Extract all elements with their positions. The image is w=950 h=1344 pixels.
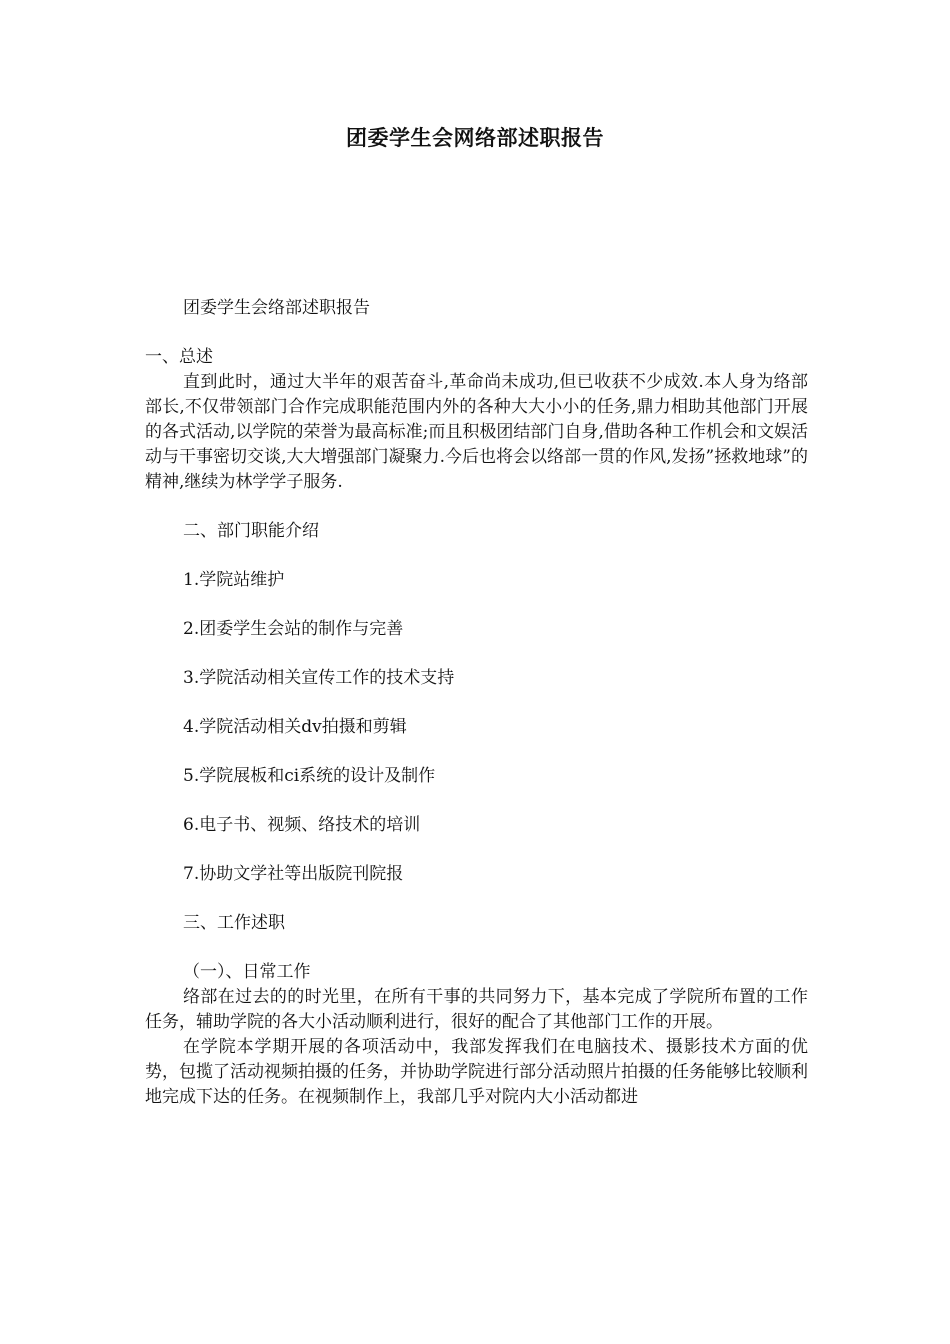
section-heading-overview: 一、总述: [145, 347, 213, 367]
function-item: 4.学院活动相关dv拍摄和剪辑: [183, 717, 407, 737]
section-heading-functions: 二、部门职能介绍: [183, 521, 319, 541]
daily-work-paragraph: 络部在过去的的时光里，在所有干事的共同努力下，基本完成了学院所布置的工作任务，辅助学院的各大小活动顺利进行，很好的配合了其他部门工作的开展。: [145, 987, 808, 1032]
function-item: 5.学院展板和ci系统的设计及制作: [183, 766, 436, 786]
function-item: 2.团委学生会站的制作与完善: [183, 619, 404, 639]
overview-paragraph: 直到此时，通过大半年的艰苦奋斗,革命尚未成功,但已收获不少成效.本人身为络部部长,不仅带领部门合作完成职能范围内外的各种大大小小的任务,鼎力相助其他部门开展的各式活动,以学院的荣誉为最高标准;而且积极团结部门自身,借助各种工作机会和文娱活动与干事密切交谈,大大增强部门凝聚力.今后也将会以络部一贯的作风,发扬”拯救地球”的精神,继续为林学学子服务.: [145, 372, 808, 492]
report-subtitle: 团委学生会络部述职报告: [183, 298, 370, 318]
function-item: 7.协助文学社等出版院刊院报: [183, 864, 404, 884]
section-heading-work-report: 三、工作述职: [183, 913, 285, 933]
function-item: 1.学院站维护: [183, 570, 285, 590]
subsection-heading-daily-work: （一）、日常工作: [183, 962, 311, 982]
document-title: 团委学生会网络部述职报告: [346, 125, 604, 150]
activities-paragraph: 在学院本学期开展的各项活动中，我部发挥我们在电脑技术、摄影技术方面的优势，包揽了活动视频拍摄的任务，并协助学院进行部分活动照片拍摄的任务能够比较顺利地完成下达的任务。在视频制作上，我部几乎对院内大小活动都进: [145, 1037, 808, 1107]
function-item: 3.学院活动相关宣传工作的技术支持: [183, 668, 455, 688]
document-body: [145, 296, 808, 1110]
function-item: 6.电子书、视频、络技术的培训: [183, 815, 421, 835]
